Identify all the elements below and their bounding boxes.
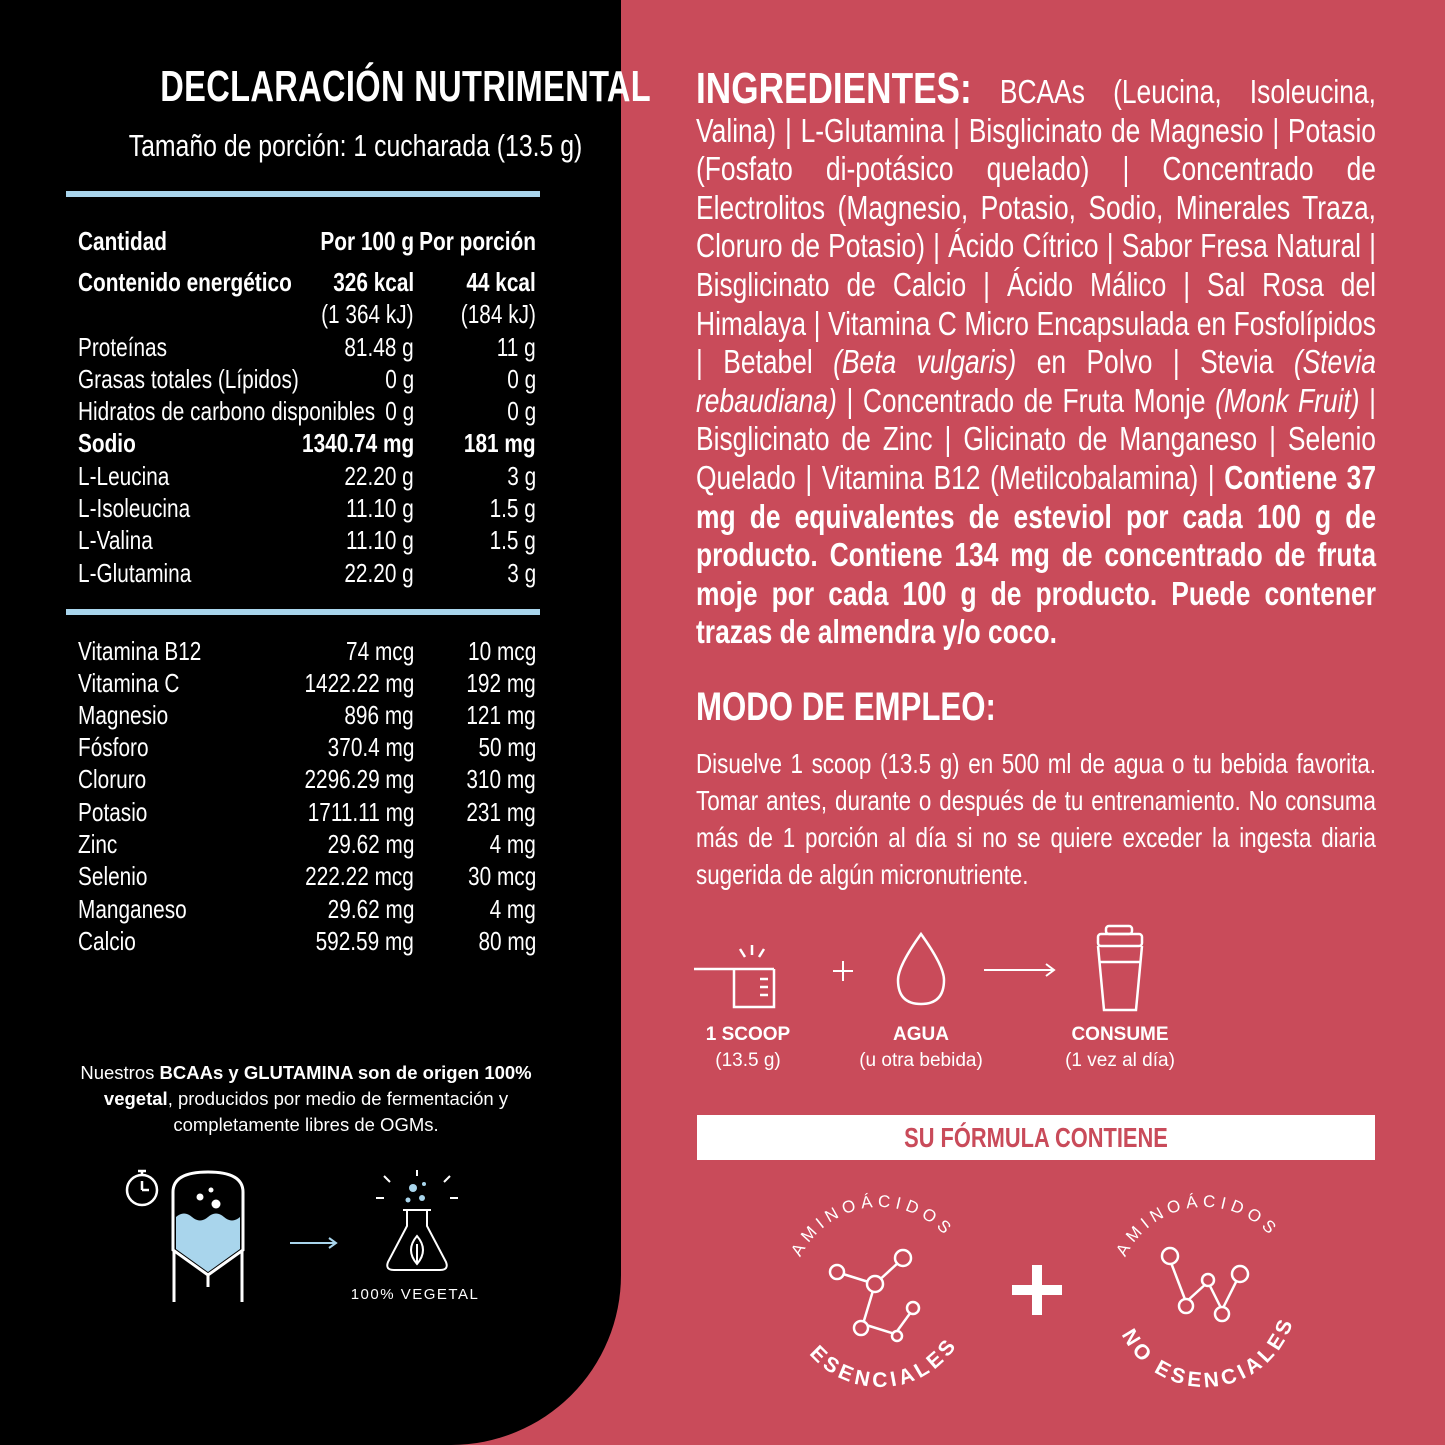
row-value-portion: 50 mg — [478, 732, 536, 762]
row-value-portion: 4 mg — [489, 829, 536, 859]
row-value-portion: 0 g — [507, 364, 536, 394]
step-title: CONSUME — [1071, 1024, 1169, 1045]
row-label: Potasio — [78, 797, 148, 827]
divider-top — [66, 191, 540, 197]
row-value-portion: 0 g — [507, 396, 536, 426]
table-row — [78, 764, 536, 796]
row-value-portion: 231 mg — [466, 797, 536, 827]
origin-note — [76, 1060, 536, 1138]
row-value-portion: 121 mg — [466, 700, 536, 730]
row-label: Selenio — [78, 861, 148, 891]
table-row — [78, 428, 536, 460]
row-label: Magnesio — [78, 700, 169, 730]
row-value-portion: 3 g — [507, 558, 536, 588]
row-value-100g: 896 mg — [344, 700, 414, 730]
step-scoop — [648, 1022, 848, 1074]
origin-text-1: Nuestros — [80, 1062, 160, 1083]
molecule-icon — [830, 1250, 919, 1341]
row-value-100g: 222.22 mcg — [305, 861, 414, 891]
table-row — [78, 700, 536, 732]
row-label: L-Isoleucina — [78, 493, 191, 523]
table-row — [78, 396, 536, 428]
row-label: L-Valina — [78, 525, 153, 555]
row-label: Vitamina C — [78, 668, 180, 698]
row-value-portion: 3 g — [507, 461, 536, 491]
row-label: Vitamina B12 — [78, 636, 202, 666]
flask-leaf-icon — [372, 1168, 462, 1278]
row-value-portion: 192 mg — [466, 668, 536, 698]
row-label: L-Glutamina — [78, 558, 192, 588]
usage-text: Disuelve 1 scoop (13.5 g) en 500 ml de agua o tu bebida favorita. Tomar antes, durante o después de tu entrenamiento. No consuma más de 1 porción al día si no se quiere exceder la ingesta diaria sugerida de algún micronutriente. — [696, 748, 1376, 890]
table-row — [78, 861, 536, 893]
table-row — [78, 894, 536, 926]
badge1-bottom-text: ESENCIALES — [805, 1332, 963, 1393]
ingredients-part: | Bisglicinato de Zinc | Glicinato de Manganeso | Selenio Quelado | Vitamina B12 (Metilcobalamina) | — [696, 381, 1376, 496]
row-value-portion: 1.5 g — [489, 525, 536, 555]
row-label: Calcio — [78, 926, 136, 956]
row-value-100g: 74 mcg — [345, 636, 414, 666]
ingredients-part: | Concentrado de Fruta Monje — [836, 381, 1216, 419]
scoop-icon — [690, 935, 800, 1015]
row-value-100g: 11.10 g — [346, 525, 414, 555]
row-value-100g: 0 g — [385, 364, 414, 394]
plus-icon — [1010, 1263, 1064, 1317]
row-value-100g: 29.62 mg — [327, 829, 414, 859]
ingredients-part: en Polvo | Stevia — [1016, 343, 1294, 381]
row-value-portion: 1.5 g — [489, 493, 536, 523]
table-header — [78, 226, 536, 258]
row-label: Manganeso — [78, 894, 187, 924]
vegetal-label: 100% VEGETAL — [350, 1286, 480, 1303]
row-value-portion: 181 mg — [464, 428, 536, 458]
table-row — [78, 299, 536, 331]
table-row — [78, 558, 536, 590]
table-row — [78, 636, 536, 668]
serving-size: Tamaño de porción: 1 cucharada (13.5 g) — [128, 128, 583, 163]
row-value-100g: 0 g — [385, 396, 414, 426]
essential-aminoacids-badge — [775, 1190, 985, 1400]
table-row — [78, 732, 536, 764]
usage-block — [696, 745, 1376, 893]
table-row — [78, 493, 536, 525]
header-col1: Por 100 g — [320, 226, 414, 256]
table-row — [78, 525, 536, 557]
badge2-top-text: AMINOÁCIDOS — [1112, 1191, 1284, 1260]
table-row — [78, 332, 536, 364]
water-drop-icon — [892, 930, 950, 1010]
arrow-right-icon — [982, 960, 1058, 980]
row-label: Proteínas — [78, 332, 168, 362]
origin-bold: BCAAs y GLUTAMINA son de origen 100% vegetal — [103, 1062, 532, 1109]
ingredients-italic: (Stevia rebaudiana) — [696, 343, 1376, 419]
row-value-100g: 592.59 mg — [315, 926, 414, 956]
ingredients-italic: (Monk Fruit) — [1215, 381, 1360, 419]
table-row — [78, 364, 536, 396]
step-consume — [1020, 1022, 1220, 1074]
step-sub: (1 vez al día) — [1065, 1050, 1175, 1071]
ingredients-italic: (Beta vulgaris) — [833, 343, 1017, 381]
row-value-100g: 1711.11 mg — [307, 797, 414, 827]
table-row — [78, 797, 536, 829]
non-essential-aminoacids-badge — [1100, 1190, 1310, 1400]
table-row — [78, 668, 536, 700]
row-value-100g: 22.20 g — [344, 558, 414, 588]
table-row — [78, 926, 536, 958]
row-label: Grasas totales (Lípidos) — [78, 364, 299, 394]
row-value-100g: 370.4 mg — [327, 732, 414, 762]
ingredients-part: BCAAs (Leucina, Isoleucina, Valina) | L-Glutamina | Bisglicinato de Magnesio | Potasio (Fosfato di-potásico quelado) | Concentrado de Electrolitos (Magnesio, Potasio, Sodio, Minerales Traza, Cloruro de Potasio) | Ácido Cítrico | Sabor Fresa Natural | Bisglicinato de Calcio | Ácido Málico | Sal Rosa del Himalaya | Vitamina C Micro Encapsulada en Fosfolípidos | Betabel — [696, 73, 1376, 381]
row-label: Cloruro — [78, 764, 147, 794]
badge2-bottom-text: NO ESENCIALES — [1117, 1312, 1299, 1393]
formula-bar — [697, 1115, 1375, 1160]
step-sub: (13.5 g) — [715, 1050, 781, 1071]
step-title: AGUA — [893, 1024, 949, 1045]
step-sub: (u otra bebida) — [859, 1050, 983, 1071]
table-row — [78, 829, 536, 861]
nutrition-panel — [0, 0, 652, 1445]
ingredients-warning: Contiene 37 mg de equivalentes de esteviol por cada 100 g de producto. Contiene 134 mg de concentrado de fruta moje por cada 100 g de producto. Puede contener trazas de almendra y/o coco. — [696, 458, 1377, 651]
molecule-icon — [1162, 1248, 1248, 1321]
usage-title: MODO DE EMPLEO: — [696, 685, 996, 729]
row-value-portion: 4 mg — [489, 894, 536, 924]
table-row — [78, 267, 536, 299]
badge1-top-text: AMINOÁCIDOS — [787, 1191, 959, 1260]
row-label: Fósforo — [78, 732, 149, 762]
row-label: Sodio — [78, 428, 136, 458]
row-value-100g: 22.20 g — [344, 461, 414, 491]
table-row — [78, 461, 536, 493]
step-water — [821, 1022, 1021, 1074]
shaker-bottle-icon — [1090, 922, 1150, 1016]
row-value-100g: 2296.29 mg — [304, 764, 414, 794]
nutrition-title: DECLARACIÓN NUTRIMENTAL — [160, 62, 652, 111]
row-value-100g: (1 364 kJ) — [321, 299, 414, 329]
divider-middle — [66, 609, 540, 615]
row-value-portion: 310 mg — [466, 764, 536, 794]
ingredients-block — [696, 64, 1377, 652]
ingredients-text — [696, 64, 1377, 652]
row-value-portion: (184 kJ) — [460, 299, 536, 329]
row-value-100g: 1422.22 mg — [304, 668, 414, 698]
row-value-portion: 44 kcal — [466, 267, 536, 297]
row-value-portion: 80 mg — [478, 926, 536, 956]
arrow-right-icon — [288, 1236, 340, 1250]
row-value-portion: 11 g — [497, 332, 536, 362]
row-label: L-Leucina — [78, 461, 170, 491]
row-value-100g: 11.10 g — [346, 493, 414, 523]
origin-text-2: , producidos por medio de fermentación y completamente libres de OGMs. — [167, 1088, 509, 1135]
row-value-portion: 30 mcg — [467, 861, 536, 891]
row-value-100g: 1340.74 mg — [301, 428, 414, 458]
row-label: Zinc — [78, 829, 118, 859]
plus-icon — [830, 958, 856, 984]
row-label: Hidratos de carbono disponibles — [78, 396, 376, 426]
row-value-100g: 29.62 mg — [327, 894, 414, 924]
row-value-100g: 81.48 g — [344, 332, 414, 362]
row-value-100g: 326 kcal — [333, 267, 414, 297]
row-value-portion: 10 mcg — [467, 636, 536, 666]
fermentation-tank-icon — [118, 1160, 248, 1310]
header-label: Cantidad — [78, 226, 167, 256]
ingredients-heading: INGREDIENTES: — [696, 64, 972, 113]
row-label: Contenido energético — [78, 267, 292, 297]
formula-title: SU FÓRMULA CONTIENE — [904, 1122, 1168, 1153]
step-title: 1 SCOOP — [705, 1024, 791, 1045]
header-col2: Por porción — [419, 226, 536, 256]
